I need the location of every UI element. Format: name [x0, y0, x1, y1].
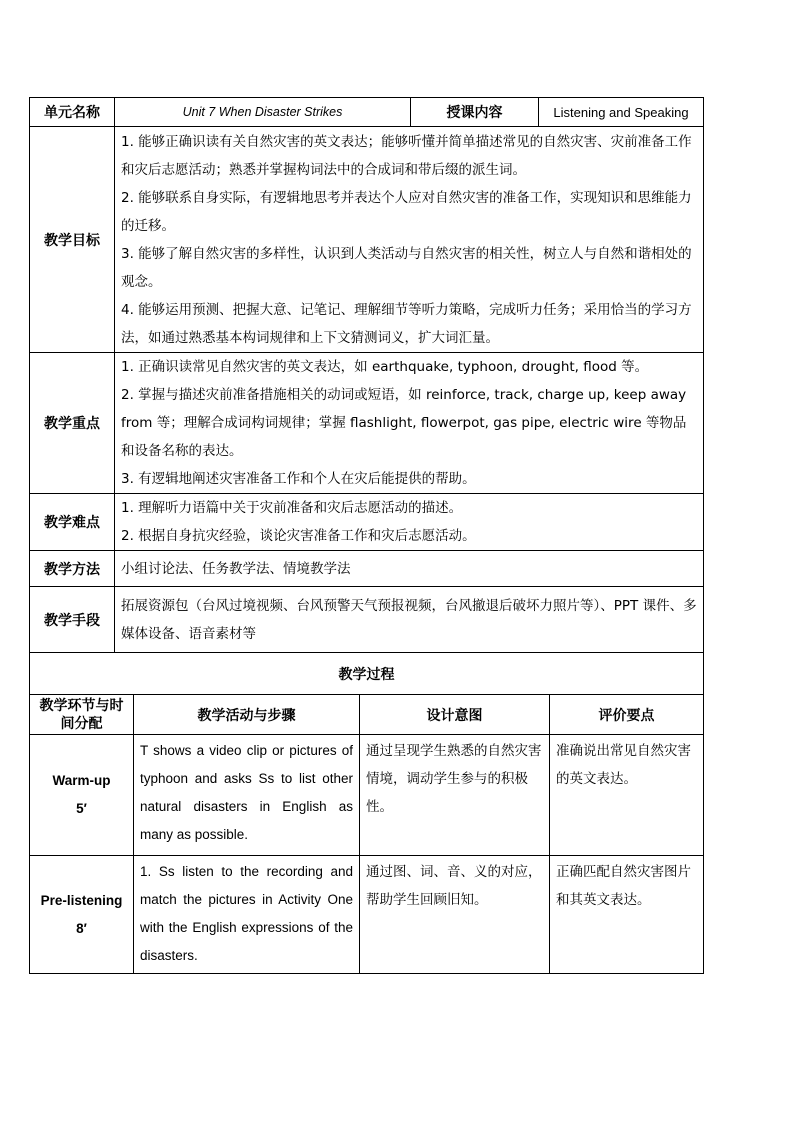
intent-cell: 通过图、词、音、义的对应，帮助学生回顾旧知。 — [360, 856, 550, 974]
difficulty-item: 1. 理解听力语篇中关于灾前准备和灾后志愿活动的描述。 — [121, 500, 463, 516]
difficulty-item: 2. 根据自身抗灾经验，谈论灾害准备工作和灾后志愿活动。 — [121, 528, 476, 544]
unit-name-label: 单元名称 — [30, 98, 115, 127]
process-title: 教学过程 — [30, 653, 704, 695]
stage-time: 5′ — [76, 801, 87, 816]
key-points-label: 教学重点 — [30, 353, 115, 494]
key-point-item: 2. 掌握与描述灾前准备措施相关的动词或短语，如 reinforce, track, charge up, keep away from 等；理解合成词构词规律；掌握 flashlight, flowerpot, gas pipe, electric wire 等物品和设备名称的表达。 — [121, 387, 687, 459]
table-row — [30, 856, 704, 974]
goal-item: 3. 能够了解自然灾害的多样性，认识到人类活动与自然灾害的相关性，树立人与自然和谐相处的观念。 — [121, 245, 692, 290]
goal-item: 4. 能够运用预测、把握大意、记笔记、理解细节等听力策略，完成听力任务；采用恰当的学习方法，如通过熟悉基本构词规律和上下文猜测词义，扩大词汇量。 — [121, 301, 692, 346]
means-value: 拓展资源包（台风过境视频、台风预警天气预报视频，台风撤退后破坏力照片等）、PPT 课件、多媒体设备、语音素材等 — [115, 587, 704, 653]
col-header-activity: 教学活动与步骤 — [134, 695, 360, 735]
col-header-stage — [30, 695, 134, 735]
goal-item: 1. 能够正确识读有关自然灾害的英文表达；能够听懂并简单描述常见的自然灾害、灾前准备工作和灾后志愿活动；熟悉并掌握构词法中的合成词和带后缀的派生词。 — [121, 133, 692, 178]
goals-label: 教学目标 — [30, 127, 115, 353]
key-point-item: 3. 有逻辑地阐述灾害准备工作和个人在灾后能提供的帮助。 — [121, 471, 476, 487]
col-header-stage-text: 教学环节与时间分配 — [39, 697, 124, 732]
means-label: 教学手段 — [30, 587, 115, 653]
activity-cell: T shows a video clip or pictures of typhoon and asks Ss to list other natural disasters in English as many as possible. — [134, 735, 360, 856]
activity-cell: 1. Ss listen to the recording and match the pictures in Activity One with the English expressions of the disasters. — [134, 856, 360, 974]
unit-name-value: Unit 7 When Disaster Strikes — [115, 98, 411, 127]
methods-value: 小组讨论法、任务教学法、情境教学法 — [115, 551, 704, 587]
goals-content — [115, 127, 704, 353]
key-point-item: 1. 正确识读常见自然灾害的英文表达，如 earthquake, typhoon, drought, flood 等。 — [121, 359, 649, 375]
course-info-table — [29, 97, 704, 695]
content-value: Listening and Speaking — [539, 98, 704, 127]
col-header-evaluation: 评价要点 — [550, 695, 704, 735]
difficulties-content — [115, 494, 704, 551]
stage-name: Pre-listening — [40, 892, 123, 908]
goal-item: 2. 能够联系自身实际，有逻辑地思考并表达个人应对自然灾害的准备工作，实现知识和思维能力的迁移。 — [121, 189, 692, 234]
stage-cell — [30, 735, 134, 856]
evaluation-cell: 准确说出常见自然灾害的英文表达。 — [550, 735, 704, 856]
stage-name: Warm-up — [52, 773, 111, 788]
stage-time: 8′ — [76, 920, 87, 936]
difficulties-label: 教学难点 — [30, 494, 115, 551]
content-label: 授课内容 — [411, 98, 539, 127]
table-row — [30, 735, 704, 856]
methods-label: 教学方法 — [30, 551, 115, 587]
evaluation-cell: 正确匹配自然灾害图片和其英文表达。 — [550, 856, 704, 974]
key-points-content — [115, 353, 704, 494]
process-table — [29, 694, 704, 974]
col-header-intent: 设计意图 — [360, 695, 550, 735]
intent-cell: 通过呈现学生熟悉的自然灾害情境，调动学生参与的积极性。 — [360, 735, 550, 856]
stage-cell — [30, 856, 134, 974]
